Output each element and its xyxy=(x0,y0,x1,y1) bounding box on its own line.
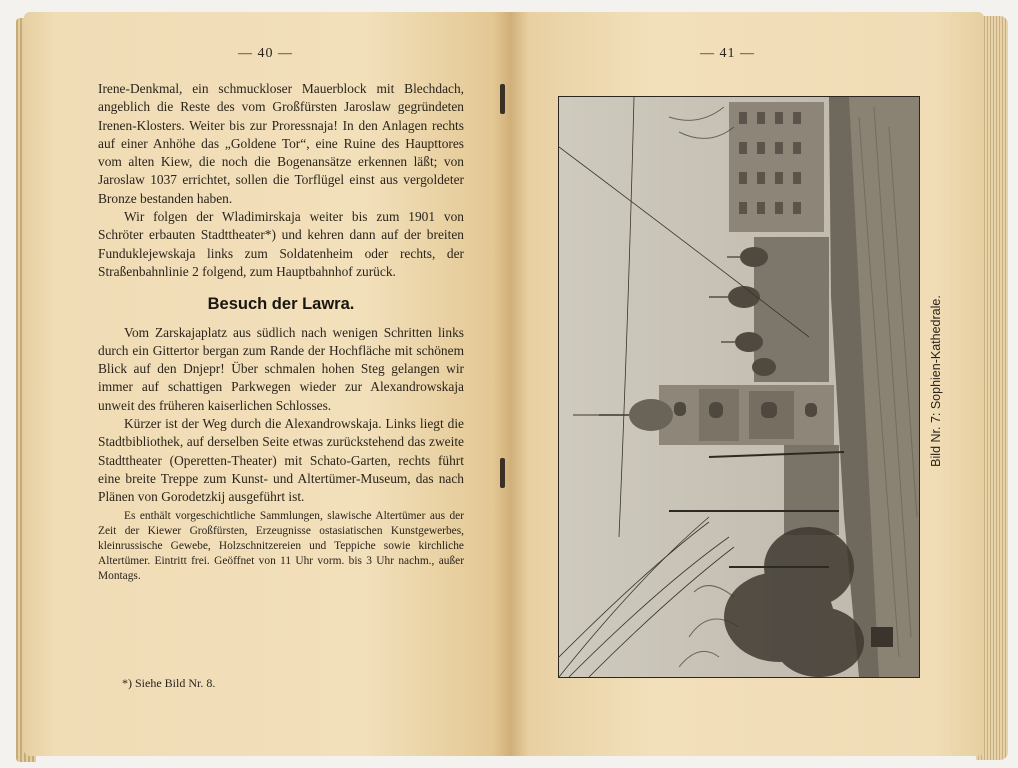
paragraph: Kürzer ist der Weg durch die Alexandrowskaja. Links liegt die Stadtbibliothek, auf derselben Seite etwas zurückstehend das zweite Stadttheater (Operetten-Theater) mit Schato-Garten, rechts führt eine breite Treppe zum Kunst- und Altertümer-Museum, das nach Plänen von Gorodetzkij ausgeführt ist. xyxy=(98,416,464,505)
photo-caption-text: Bild Nr. 7: Sophien-Kathedrale. xyxy=(929,295,943,467)
small-print-paragraph: Es enthält vorgeschichtliche Sammlungen, slawische Altertümer aus der Zeit der Kiewer Großfürsten, Erzeugnisse ostasiatischen Kunstgewerbes, kleinrussische Gewebe, Holzschnitzereien und Teppiche sowie kirchliche Altertümer. Eintritt frei. Geöffnet von 11 Uhr vorm. bis 3 Uhr nachm., außer Montags. xyxy=(98,509,464,583)
photo-caption xyxy=(926,276,946,486)
page-number-left: — 40 — xyxy=(238,46,293,61)
paragraph: Wir folgen der Wladimirskaja weiter bis zum 1901 von Schröter erbauten Stadttheater*) und kehren dann auf der breiten Funduklejewskaja links zum Soldatenheim oder rechts, der Straßenbahnlinie 2 folgend, zum Hauptbahnhof zurück. xyxy=(98,209,464,279)
paragraph: Vom Zarskajaplatz aus südlich nach wenigen Schritten links durch ein Gittertor bergan zum Rande der Hochfläche mit schönem Blick auf den Dnjepr! Über schmalen hohen Steg gelangen wir immer auf schattigen Parkwegen wieder zur Alexandrowskaja unweit des früheren kaiserlichen Schlosses. xyxy=(98,324,464,413)
footnote: *) Siehe Bild Nr. 8. xyxy=(122,676,216,690)
left-page-text xyxy=(98,80,464,585)
binding-staple-top xyxy=(500,84,505,114)
section-heading: Besuch der Lawra. xyxy=(207,295,355,314)
left-page xyxy=(24,12,512,756)
page-number-right: — 41 — xyxy=(700,46,755,61)
right-page xyxy=(510,12,984,756)
paragraph: Irene-Denkmal, ein schmuckloser Mauerblock mit Blechdach, angeblich die Reste des vom Großfürsten Jaroslaw gegründeten Irenen-Klosters. Weiter bis zur Proressnaja! In den Anlagen rechts auf einer Anhöhe das „Goldene Tor“, eine Ruine des Haupttores vom alten Kiew, die noch die Bogenansätze erkennen läßt; von Jaroslaw 1037 errichtet, sollen die Torflügel einst aus vergoldeter Bronze bestanden haben. xyxy=(98,81,464,206)
cathedral-photo-illustration xyxy=(559,97,919,677)
cathedral-photo xyxy=(558,96,920,678)
binding-staple-bottom xyxy=(500,458,505,488)
open-book xyxy=(8,4,1004,762)
